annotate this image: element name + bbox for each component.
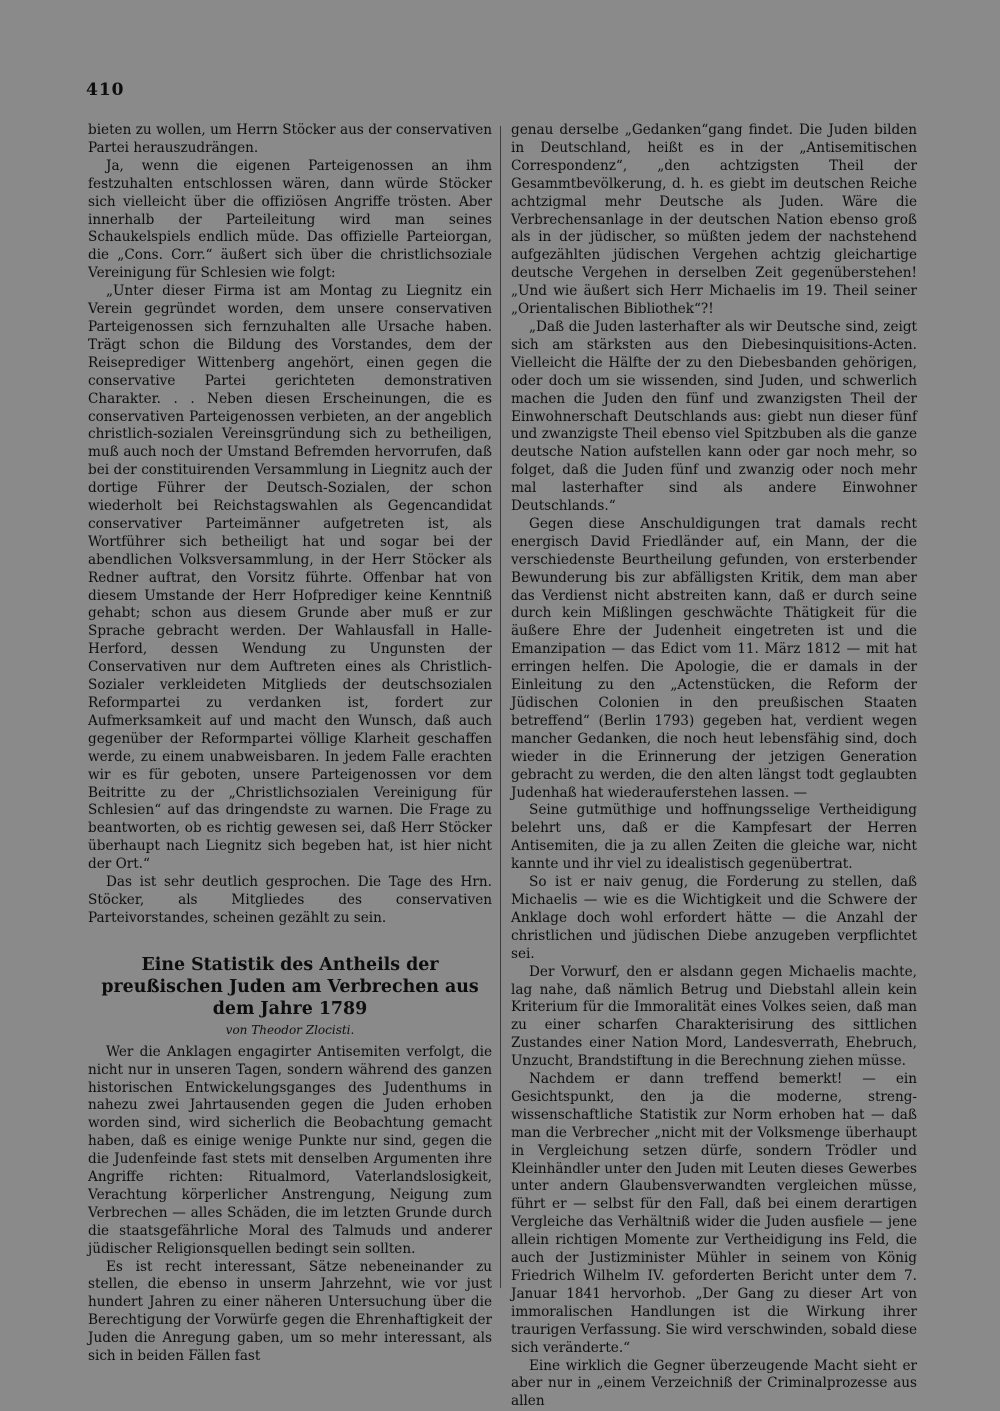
page-number: 410 <box>86 80 125 100</box>
paragraph: Der Vorwurf, den er alsdann gegen Michaelis machte, lag nahe, daß nämlich Betrug und Diebstahl allein kein Kriterium für die Immoralität eines Volkes seien, daß man zu einer scharfen Charakterisirung des sittlichen Zustandes einer Nation Mord, Landesverrath, Ehebruch, Unzucht, Brandstiftung in die Berechnung ziehen müsse. <box>511 963 917 1070</box>
paragraph: Gegen diese Anschuldigungen trat damals recht energisch David Friedländer auf, ein Mann, der die verschiedenste Beurtheilung gefunden, von ersterbender Bewunderung bis zur abfälligsten Kritik, dem man aber das Verdienst nicht abstreiten kann, daß er durch seine durch kein Mißlingen geschwächte Thätigkeit für die äußere Ehre der Judenheit eingetreten ist und die Emanzipation — das Edict vom 11. März 1812 — mit hat erringen helfen. Die Apologie, die er damals in der Einleitung zu den „Actenstücken, die Reform der Jüdischen Colonien in den preußischen Staaten betreffend“ (Berlin 1793) gegeben hat, verdient wegen mancher Gedanken, die noch heut lebensfähig sind, doch wieder in die Erinnerung der jetzigen Generation gebracht zu werden, die den alten längst todt geglaubten Judenhaß hat wiederauferstehen lassen. — <box>511 515 917 801</box>
paragraph: So ist er naiv genug, die Forderung zu stellen, daß Michaelis — wie es die Wichtigkeit und die Schwere der Anklage doch wohl erfordert hätte — die Anzahl der christlichen und jüdischen Diebe anzugeben verpflichtet sei. <box>511 874 917 962</box>
paragraph: Ja, wenn die eigenen Parteigenossen an ihm festzuhalten entschlossen wären, dann würde Stöcker sich vielleicht über die offiziösen Angriffe trösten. Aber innerhalb der Parteileitung wird man seines Schaukelspiels endlich müde. Das offizielle Parteiorgan, die „Cons. Corr.“ äußert sich über die christlichsoziale Vereinigung für Schlesien wie folgt: <box>88 157 492 282</box>
column-divider <box>500 126 501 1288</box>
paragraph: Wer die Anklagen engagirter Antisemiten verfolgt, die nicht nur in unseren Tagen, sondern während des ganzen historischen Entwickelungsganges des Judenthums in nahezu zwei Jahrtausenden gegen die Juden erhoben worden sind, wird sicherlich die Beobachtung gemacht haben, daß es einige wenige Punkte nur sind, gegen die die Judenfeinde fast stets mit denselben Argumenten ihre Angriffe richten: Ritualmord, Vaterlandslosigkeit, Verachtung körperlicher Anstrengung, Neigung zum Verbrechen — alles Schäden, die im letzten Grunde durch die staatsgefährliche Moral des Talmuds und anderer jüdischer Religionsquellen bedingt sein sollten. <box>88 1043 492 1257</box>
paragraph: genau derselbe „Gedanken“gang findet. Die Juden bilden in Deutschland, heißt es in der „Antisemitischen Correspondenz“, „den achtzigsten Theil der Gesammtbevölkerung, d. h. es giebt im deutschen Reiche achtzigmal mehr Deutsche als Juden. Wäre die Verbrechensanlage in der deutschen Nation ebenso groß als in der jüdischer, so müßten jedem der nachstehend aufgezählten jüdischen Vergehen achtzig gleichartige deutsche Vergehen in derselben Zeit gegenüberstehen! „Und wie äußert sich Herr Michaelis im 19. Theil seiner „Orientalischen Bibliothek“?! <box>511 122 917 318</box>
paragraph: Seine gutmüthige und hoffnungsselige Vertheidigung belehrt uns, daß er die Kampfesart der Herren Antisemiten, die ja zu allen Zeiten die gleiche war, nicht kannte und ihr viel zu idealistisch gegenübertrat. <box>511 802 917 873</box>
paragraph: Das ist sehr deutlich gesprochen. Die Tage des Hrn. Stöcker, als Mitgliedes des conservativen Parteivorstandes, scheinen gezählt zu sein. <box>88 874 492 926</box>
article-byline: von Theodor Zlocisti. <box>225 1022 355 1037</box>
paragraph: Es ist recht interessant, Sätze nebeneinander zu stellen, die ebenso in unserm Jahrzehnt, wie vor just hundert Jahren zu einer näheren Untersuchung über die Berechtigung der Vorwürfe gegen die Ehrenhaftigkeit der Juden die Anregung gaben, um so mehr interessant, als sich in beiden Fällen fast <box>88 1258 492 1365</box>
right-column <box>511 122 917 1411</box>
article-title: Eine Statistik des Antheils der preußischen Juden am Verbrechen aus dem Jahre 1789 <box>101 954 479 1019</box>
paragraph: Eine wirklich die Gegner überzeugende Macht sieht er aber nur in „einem Verzeichniß der Criminalprozesse aus allen <box>511 1357 917 1410</box>
quoted-paragraph: „Daß die Juden lasterhafter als wir Deutsche sind, zeigt sich am stärksten aus den Diebesinquisitions-Acten. Vielleicht die Hälfte der zu den Diebesbanden gehörigen, oder doch um sie wissenden, sind Juden, und schwerlich machen die Juden den fünf und zwanzigsten Theil der Einwohnerschaft Deutschlands aus: giebt nun dieser fünf und zwanzigste Theil ebenso viel Spitzbuben als die ganze deutsche Nation aufstellen kann oder gar noch mehr, so folget, daß die Juden fünf und zwanzig oder noch mehr mal lasterhafter sind als andere Einwohner Deutschlands.“ <box>511 318 917 515</box>
paragraph: bieten zu wollen, um Herrn Stöcker aus der conservativen Partei herauszudrängen. <box>88 122 492 156</box>
quoted-paragraph: „Unter dieser Firma ist am Montag zu Liegnitz ein Verein gegründet worden, dem unsere conservativen Parteigenossen sich fernzuhalten alle Ursache haben. Trägt schon die Bildung des Vorstandes, dem der Reiseprediger Wittenberg angehört, einen gegen die conservative Partei gerichteten demonstrativen Charakter. . . Neben diesen Erscheinungen, die es conservativen Parteigenossen verbieten, an der angeblich christlich-sozialen Vereinsgründung sich zu betheiligen, muß auch noch der Umstand Befremden hervorrufen, daß bei der constituirenden Versammlung in Liegnitz auch der dortige Führer der Deutsch-Sozialen, der schon wiederholt bei Reichstagswahlen als Gegencandidat conservativer Parteimänner aufgetreten ist, als Wortführer sich betheiligt hat und sogar bei der abendlichen Volksversammlung, in der Herr Stöcker als Redner auftrat, den Vorsitz führte. Offenbar hat von diesem Umstande der Herr Hofprediger keine Kenntniß gehabt; schon aus diesem Grunde aber muß er zur Sprache gebracht werden. Der Wahlausfall in Halle-Herford, dessen Wendung zu Ungunsten der Conservativen nur dem Auftreten eines als Christlich-Sozialer verkleideten Mitglieds der deutschsozialen Reformpartei zu verdanken ist, fordert zur Aufmerksamkeit auf und macht den Wunsch, daß auch gegenüber der Reformpartei völlige Klarheit geschaffen werde, zu einem unabweisbaren. In jedem Falle erachten wir es für geboten, unsere Parteigenossen vor dem Beitritte zu der „Christlichsozialen Vereinigung für Schlesien“ auf das dringendste zu warnen. Die Frage zu beantworten, ob es richtig gewesen sei, daß Herr Stöcker überhaupt nach Liegnitz sich begeben hat, ist hier nicht der Ort.“ <box>88 283 492 873</box>
left-column <box>88 122 492 1366</box>
paragraph: Nachdem er dann treffend bemerkt! — ein Gesichtspunkt, den ja die moderne, streng-wissenschaftliche Statistik zur Norm erhoben hat — daß man die Verbrecher „nicht mit der Volksmenge überhaupt in Vergleichung setzen dürfe, sondern Trödler und Kleinhändler unter den Juden mit Leuten dieses Gewerbes unter andern Glaubensverwandten vergleichen müsse, führt er — selbst für den Fall, daß bei einem derartigen Vergleiche das Verhältniß wider die Juden ausfiele — jene allein richtigen Momente zur Vertheidigung ins Feld, die auch der Justizminister Mühler in seinem von König Friedrich Wilhelm IV. geforderten Bericht unter dem 7. Januar 1841 hervorhob. „Der Gang zu dieser Art von immoralischen Handlungen ist die Wirkung ihrer traurigen Verfassung. Sie wird verschwinden, sobald diese sich veränderte.“ <box>511 1071 917 1356</box>
